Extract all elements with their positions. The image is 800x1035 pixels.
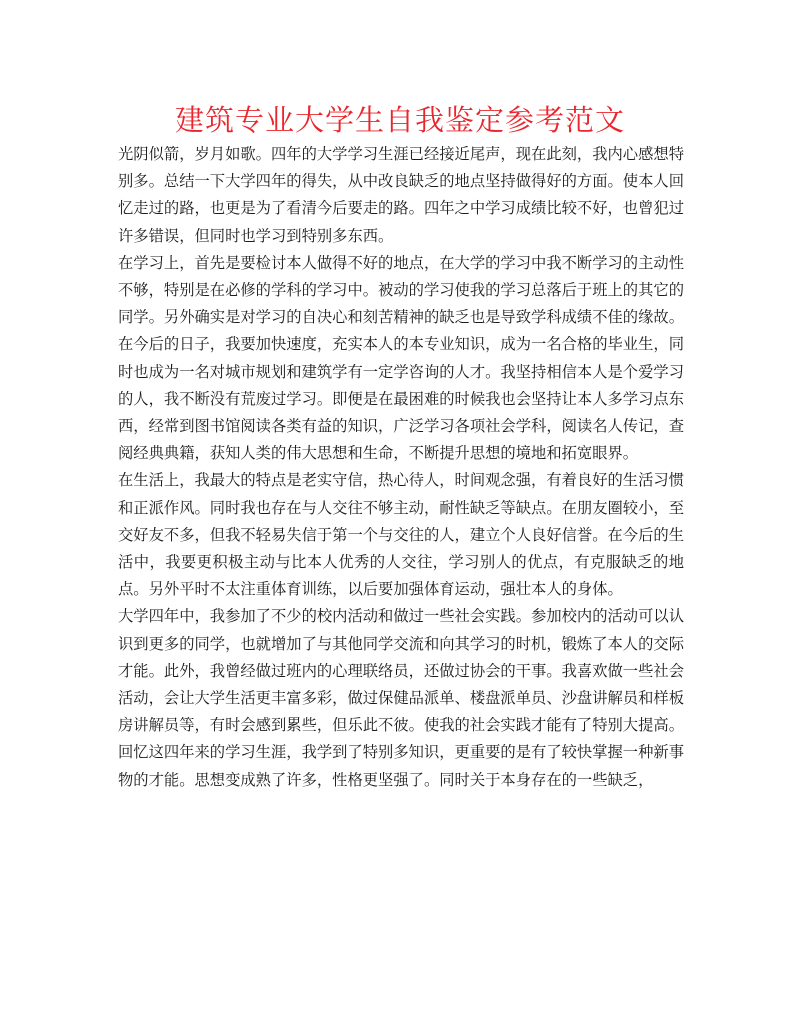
document-title: 建筑专业大学生自我鉴定参考范文 [174, 103, 625, 137]
paragraph-intro: 光阴似箭，岁月如歌。四年的大学学习生涯已经接近尾声，现在此刻，我内心感想特别多。总结一下大学四年的得失，从中改良缺乏的地点坚持做得好的方面。使本人回忆走过的路，也更是为了看清今后要走的路。四年之中学习成绩比较不好，也曾犯过许多错误，但同时也学习到特别多东西。 [118, 145, 684, 245]
paragraph-study: 在学习上，首先是要检讨本人做得不好的地点，在大学的学习中我不断学习的主动性不够，特别是在必修的学科的学习中。被动的学习使我的学习总落后于班上的其它的同学。另外确实是对学习的自决心和刻苦精神的缺乏也是导致学科成绩不佳的缘故。在今后的日子，我要加快速度，充实本人的本专业知识，成为一名合格的毕业生，同时也成为一名对城市规划和建筑学有一定学咨询的人才。我坚持相信本人是个爱学习的人，我不断没有荒废过学习。即便是在最困难的时候我也会坚持让本人多学习点东西，经常到图书馆阅读各类有益的知识，广泛学习各项社会学科，阅读名人传记，查阅经典典籍，获知人类的伟大思想和生命，不断提升思想的境地和拓宽眼界。 [118, 253, 684, 463]
document-body [118, 141, 684, 794]
paragraph-life: 在生活上，我最大的特点是老实守信，热心待人，时间观念强，有着良好的生活习惯和正派作风。同时我也存在与人交往不够主动，耐性缺乏等缺点。在朋友圈较小，至交好友不多，但我不轻易失信于第一个与交往的人，建立个人良好信誉。在今后的生活中，我要更积极主动与比本人优秀的人交往，学习别人的优点，有克服缺乏的地点。另外平时不太注重体育训练，以后要加强体育运动，强壮本人的身体。 [118, 471, 684, 599]
paragraph-review: 回忆这四年来的学习生涯，我学到了特别多知识，更重要的是有了较快掌握一种新事物的才能。思想变成熟了许多，性格更坚强了。同时关于本身存在的一些缺乏， [118, 743, 684, 789]
paragraph-activities: 大学四年中，我参加了不少的校内活动和做过一些社会实践。参加校内的活动可以认识到更多的同学，也就增加了与其他同学交流和向其学习的时机，锻炼了本人的交际才能。此外，我曾经做过班内的心理联络员，还做过协会的干事。我喜欢做一些社会活动，会让大学生活更丰富多彩，做过保健品派单、楼盘派单员、沙盘讲解员和样板房讲解员等，有时会感到累些，但乐此不彼。使我的社会实践才能有了特别大提高。 [118, 607, 684, 735]
